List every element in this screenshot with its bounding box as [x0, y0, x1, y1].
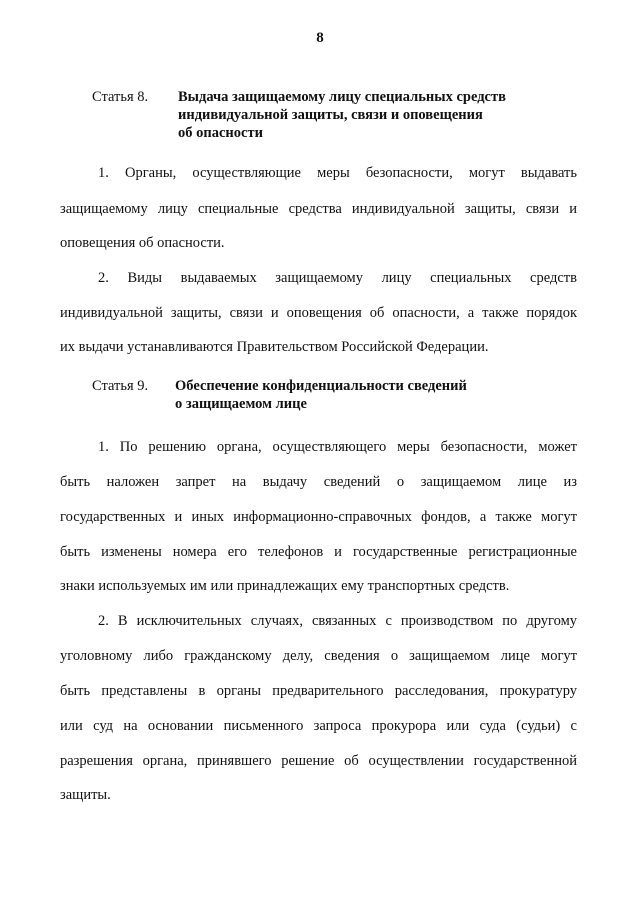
paragraph-line: быть наложен запрет на выдачу сведений о защищаемом лице из [60, 474, 577, 490]
paragraph-line: 1. По решению органа, осуществляющего меры безопасности, может [98, 439, 577, 455]
paragraph-line: защищаемому лицу специальные средства индивидуальной защиты, связи и [60, 201, 577, 217]
article-title-line: индивидуальной защиты, связи и оповещения [178, 107, 483, 123]
paragraph-line: защиты. [60, 787, 111, 803]
paragraph-line: 1. Органы, осуществляющие меры безопасности, могут выдавать [98, 165, 577, 181]
article-title-line: о защищаемом лице [175, 396, 307, 412]
page-number: 8 [316, 30, 324, 46]
article-8-label: Статья 8. [92, 89, 149, 105]
article-9-label: Статья 9. [92, 378, 149, 394]
paragraph-line: уголовному либо гражданскому делу, сведения о защищаемом лице могут [60, 648, 577, 664]
paragraph-line: государственных и иных информационно-справочных фондов, а также могут [60, 509, 577, 525]
paragraph-line: 2. Виды выдаваемых защищаемому лицу специальных средств [98, 270, 577, 286]
article-title-line: об опасности [178, 125, 263, 141]
article-8-title [178, 88, 558, 142]
paragraph-line: оповещения об опасности. [60, 235, 225, 251]
paragraph-line: быть изменены номера его телефонов и государственные регистрационные [60, 544, 577, 560]
paragraph-line: разрешения органа, принявшего решение об осуществлении государственной [60, 753, 577, 769]
paragraph-line: 2. В исключительных случаях, связанных с производством по другому [98, 613, 577, 629]
paragraph-line: или суд на основании письменного запроса прокурора или суда (судьи) с [60, 718, 577, 734]
article-title-line: Обеспечение конфиденциальности сведений [175, 378, 467, 394]
paragraph-line: индивидуальной защиты, связи и оповещения об опасности, а также порядок [60, 305, 577, 321]
article-9-title [175, 377, 555, 413]
paragraph-line: быть представлены в органы предварительного расследования, прокуратуру [60, 683, 577, 699]
article-title-line: Выдача защищаемому лицу специальных средств [178, 89, 506, 105]
paragraph-line: знаки используемых им или принадлежащих ему транспортных средств. [60, 578, 510, 594]
paragraph-line: их выдачи устанавливаются Правительством Российской Федерации. [60, 339, 489, 355]
